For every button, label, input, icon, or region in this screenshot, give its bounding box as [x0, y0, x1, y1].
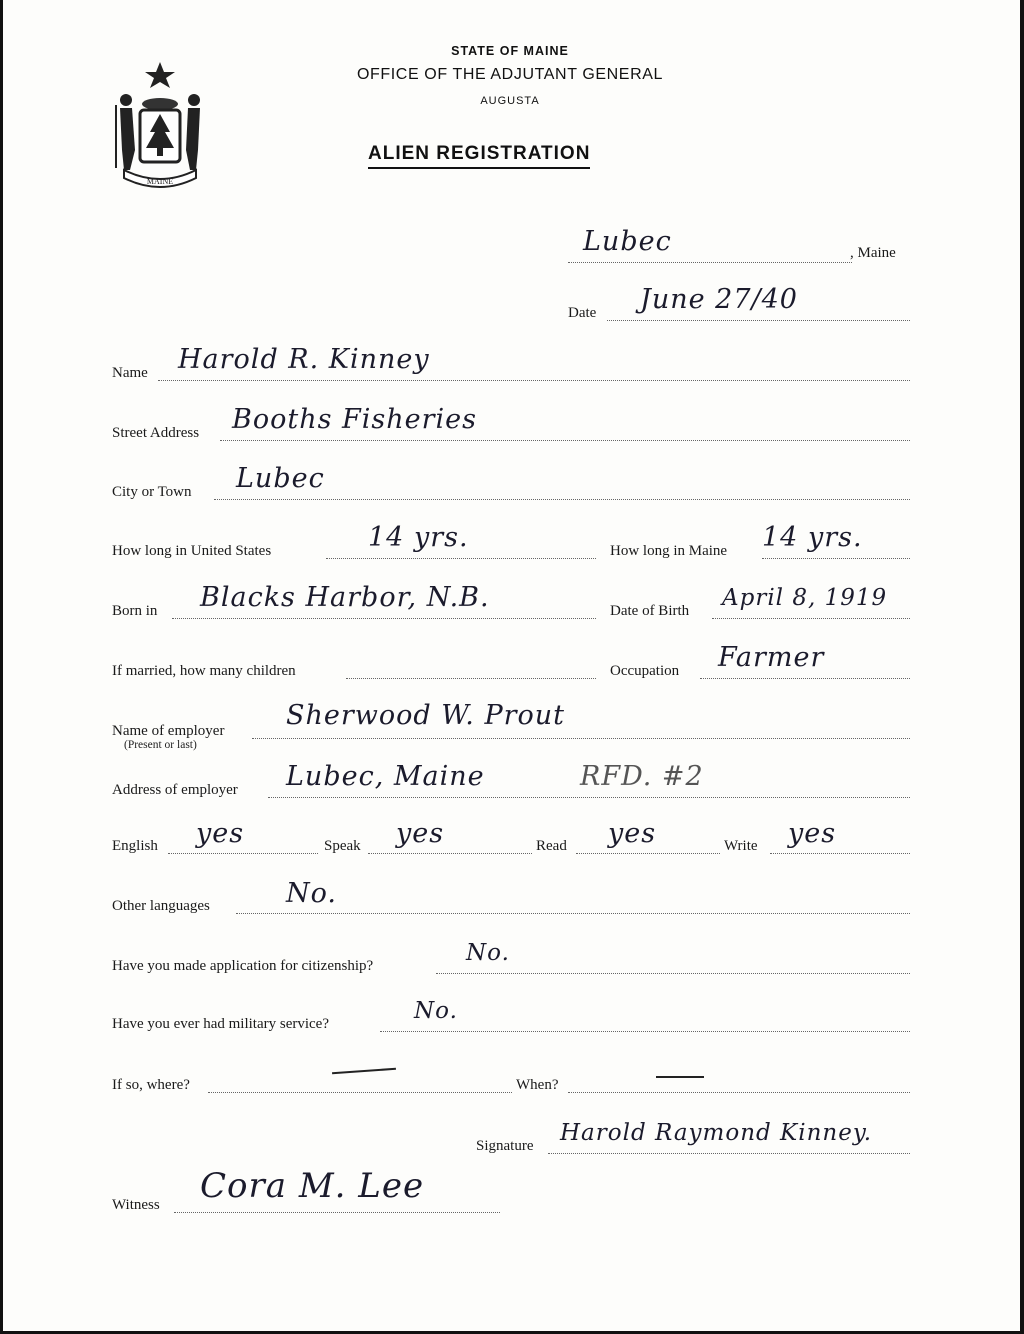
office-heading: OFFICE OF THE ADJUTANT GENERAL — [356, 66, 664, 83]
employer-address-entry: Lubec, Maine — [286, 761, 485, 792]
witness-line — [174, 1212, 500, 1213]
born-line — [172, 618, 596, 619]
how-long-maine-entry: 14 yrs. — [762, 522, 863, 553]
military-line — [380, 1031, 910, 1032]
employer-address-rfd-entry: RFD. #2 — [580, 761, 704, 792]
other-languages-label: Other languages — [112, 898, 210, 914]
city-heading: AUGUSTA — [480, 95, 540, 107]
date-line — [607, 320, 910, 321]
employer-address-label: Address of employer — [112, 782, 238, 798]
read-entry: yes — [608, 818, 657, 849]
form-title: ALIEN REGISTRATION — [368, 143, 590, 169]
signature-line — [548, 1153, 910, 1154]
where-label: If so, where? — [112, 1077, 190, 1093]
how-long-us-label: How long in United States — [112, 543, 272, 559]
read-line — [576, 853, 720, 854]
read-label: Read — [536, 838, 567, 854]
maine-seal-icon — [110, 60, 210, 190]
occupation-label: Occupation — [610, 663, 680, 679]
military-label: Have you ever had military service? — [112, 1016, 329, 1032]
dob-label: Date of Birth — [610, 603, 690, 619]
place-suffix: , Maine — [850, 245, 896, 261]
english-line — [168, 853, 318, 854]
write-line — [770, 853, 910, 854]
where-dash-mark — [332, 1068, 396, 1074]
how-long-maine-line — [762, 558, 910, 559]
street-line — [220, 440, 910, 441]
married-label: If married, how many children — [112, 663, 296, 679]
english-entry: yes — [196, 818, 245, 849]
employer-entry: Sherwood W. Prout — [286, 700, 566, 731]
occupation-line — [700, 678, 910, 679]
employer-sublabel: (Present or last) — [124, 739, 197, 751]
military-entry: No. — [414, 998, 458, 1024]
witness-entry: Cora M. Lee — [200, 1166, 425, 1206]
employer-line — [252, 738, 910, 739]
name-entry: Harold R. Kinney — [178, 344, 430, 375]
place-entry: Lubec — [583, 226, 672, 257]
when-label: When? — [516, 1077, 559, 1093]
born-label: Born in — [112, 603, 158, 619]
scan-border-left — [0, 0, 3, 1334]
street-entry: Booths Fisheries — [232, 404, 477, 435]
place-line — [568, 262, 852, 263]
english-label: English — [112, 838, 158, 854]
citizenship-entry: No. — [466, 940, 510, 966]
state-heading: STATE OF MAINE — [451, 44, 569, 58]
svg-text:MAINE: MAINE — [146, 177, 174, 186]
speak-label: Speak — [324, 838, 361, 854]
how-long-maine-label: How long in Maine — [610, 543, 728, 559]
date-label: Date — [568, 305, 597, 321]
date-entry: June 27/40 — [640, 284, 798, 315]
scan-border-right — [1020, 0, 1024, 1334]
other-languages-line — [236, 913, 910, 914]
signature-entry: Harold Raymond Kinney. — [560, 1120, 873, 1146]
employer-address-line — [268, 797, 910, 798]
when-dash-mark — [656, 1076, 704, 1078]
citizenship-line — [436, 973, 910, 974]
how-long-us-entry: 14 yrs. — [368, 522, 469, 553]
married-line — [346, 678, 596, 679]
speak-line — [368, 853, 532, 854]
name-line — [158, 380, 910, 381]
born-entry: Blacks Harbor, N.B. — [200, 582, 490, 613]
write-label: Write — [724, 838, 758, 854]
how-long-us-line — [326, 558, 596, 559]
where-line — [208, 1092, 512, 1093]
citizenship-label: Have you made application for citizenship? — [112, 958, 374, 974]
street-label: Street Address — [112, 425, 200, 441]
speak-entry: yes — [396, 818, 445, 849]
city-line — [214, 499, 910, 500]
name-label: Name — [112, 365, 148, 381]
when-line — [568, 1092, 910, 1093]
occupation-entry: Farmer — [718, 642, 825, 673]
dob-line — [712, 618, 910, 619]
dob-entry: April 8, 1919 — [722, 585, 888, 611]
witness-label: Witness — [112, 1197, 160, 1213]
employer-label: Name of employer — [112, 723, 225, 739]
write-entry: yes — [788, 818, 837, 849]
city-entry: Lubec — [236, 463, 325, 494]
city-label: City or Town — [112, 484, 192, 500]
signature-label: Signature — [476, 1138, 534, 1154]
other-languages-entry: No. — [286, 878, 337, 909]
